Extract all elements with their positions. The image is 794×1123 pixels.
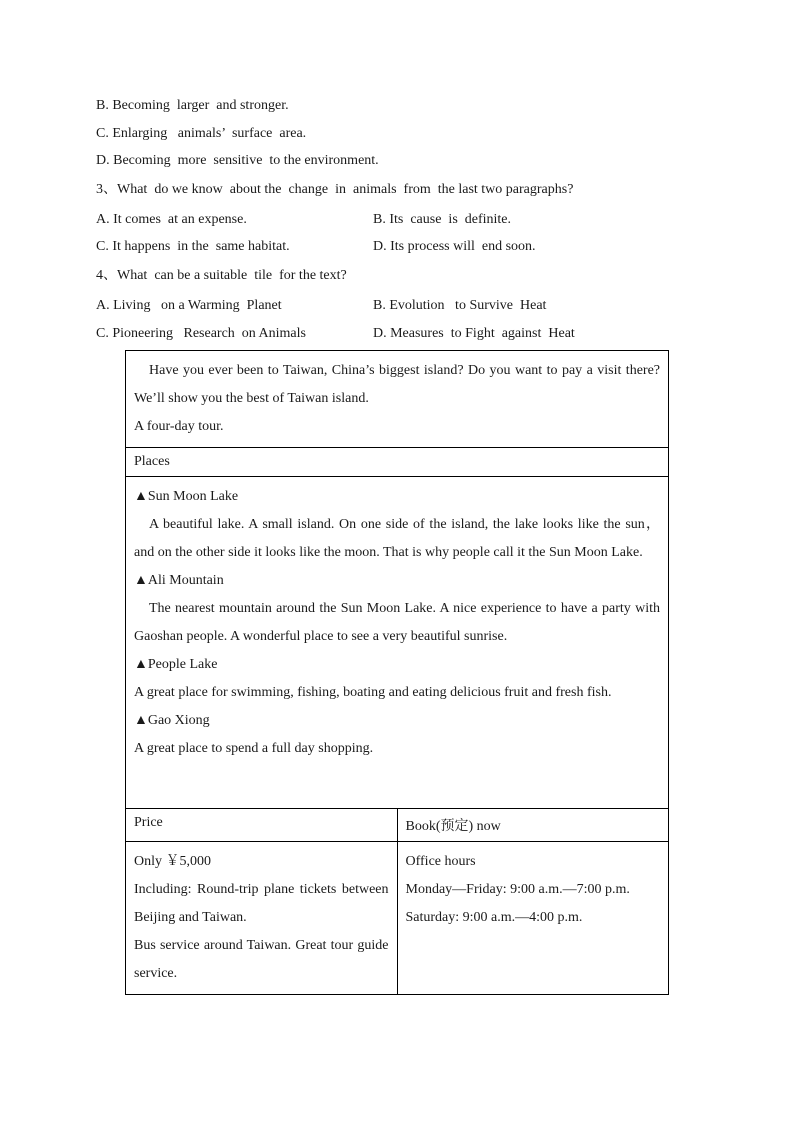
price-value: Only ￥5,000 bbox=[134, 854, 211, 869]
price-header: Price bbox=[134, 815, 163, 830]
q4-option-d: D. Measures to Fight against Heat bbox=[373, 326, 575, 341]
place-name: ▲Ali Mountain bbox=[134, 573, 224, 588]
price-header-cell bbox=[126, 809, 398, 842]
tour-duration: A four-day tour. bbox=[134, 419, 224, 434]
q3-option-d: D. Its process will end soon. bbox=[373, 239, 536, 254]
option-c-prev: C. Enlarging animals’ surface area. bbox=[96, 126, 307, 141]
saturday-hours: Saturday: 9:00 a.m.—4:00 p.m. bbox=[405, 910, 583, 925]
book-header-cell bbox=[397, 809, 669, 842]
place-name: ▲People Lake bbox=[134, 657, 218, 672]
place-name: ▲Gao Xiong bbox=[134, 713, 210, 728]
place-description: A great place for swimming, fishing, boating and eating delicious fruit and fresh fish. bbox=[134, 685, 612, 700]
price-details-cell bbox=[126, 842, 398, 995]
price-bus-service: Bus service around Taiwan. Great tour guide service. bbox=[134, 938, 389, 981]
tour-intro-cell bbox=[126, 351, 669, 448]
weekday-hours: Monday—Friday: 9:00 a.m.—7:00 p.m. bbox=[405, 882, 630, 897]
office-hours-cell bbox=[397, 842, 669, 995]
q4-option-c: C. Pioneering Research on Animals bbox=[96, 326, 306, 341]
places-header: Places bbox=[134, 454, 170, 469]
question-4: 4、What can be a suitable tile for the text? bbox=[96, 268, 347, 283]
option-b-prev: B. Becoming larger and stronger. bbox=[96, 98, 289, 113]
q3-option-c: C. It happens in the same habitat. bbox=[96, 239, 290, 254]
q4-option-a: A. Living on a Warming Planet bbox=[96, 298, 282, 313]
book-header: Book(预定) now bbox=[405, 819, 501, 834]
tour-intro: Have you ever been to Taiwan, China’s biggest island? Do you want to pay a visit there? We’ll show you the best of Taiwan island. bbox=[134, 363, 660, 406]
place-description: A great place to spend a full day shopping. bbox=[134, 741, 374, 756]
office-hours-label: Office hours bbox=[405, 854, 476, 869]
tour-table bbox=[125, 350, 669, 995]
price-including: Including: Round-trip plane tickets between Beijing and Taiwan. bbox=[134, 882, 389, 925]
places-cell bbox=[126, 477, 669, 809]
option-d-prev: D. Becoming more sensitive to the environment. bbox=[96, 153, 379, 168]
place-name: ▲Sun Moon Lake bbox=[134, 489, 239, 504]
q4-option-b: B. Evolution to Survive Heat bbox=[373, 298, 547, 313]
place-description: The nearest mountain around the Sun Moon Lake. A nice experience to have a party with Gaoshan people. A wonderful place to see a very beautiful sunrise. bbox=[134, 601, 660, 644]
question-3: 3、What do we know about the change in animals from the last two paragraphs? bbox=[96, 182, 574, 197]
q3-option-a: A. It comes at an expense. bbox=[96, 212, 247, 227]
place-description: A beautiful lake. A small island. On one side of the island, the lake looks like the sun， and on the other side it looks like the moon. That is why people call it the Sun Moon Lake. bbox=[134, 517, 660, 560]
q3-option-b: B. Its cause is definite. bbox=[373, 212, 512, 227]
places-header-cell bbox=[126, 448, 669, 477]
